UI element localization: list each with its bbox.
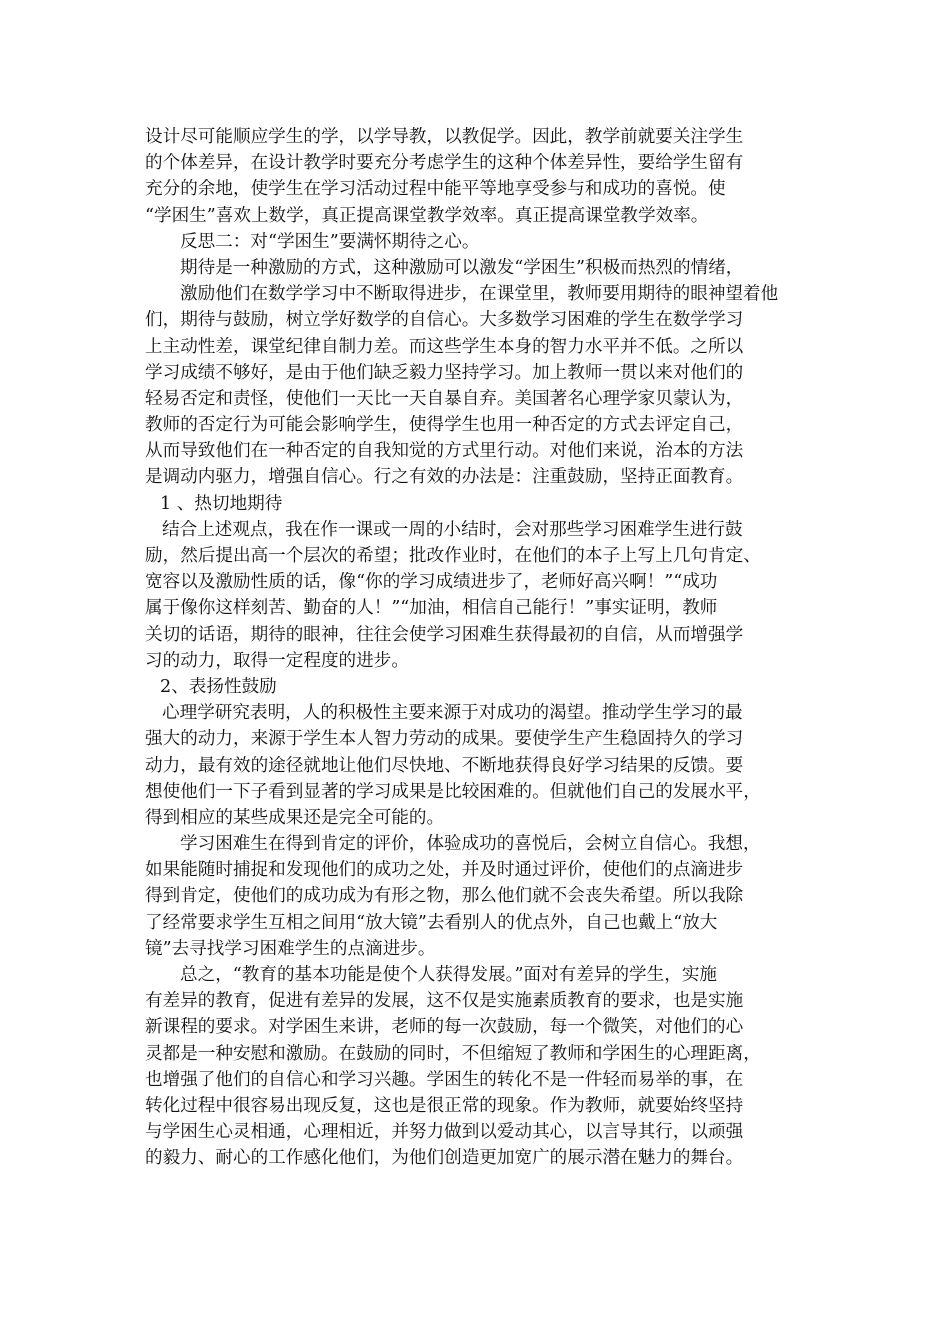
text-line: 关切的话语，期待的眼神，往往会使学习困难生获得最初的自信，从而增强学 — [145, 624, 744, 645]
text-line: “学困生”喜欢上数学，真正提高课堂教学效率。真正提高课堂教学效率。 — [145, 205, 709, 226]
text-line: 属于像你这样刻苦、勤奋的人！”“加油，相信自己能行！”事实证明，教师 — [145, 598, 718, 619]
subsection-heading: 2、表扬性鼓励 — [160, 676, 277, 697]
text-line: 们，期待与鼓励，树立学好数学的自信心。大多数学习困难的学生在数学学习 — [145, 310, 744, 331]
text-line: 镜”去寻找学习困难学生的点滴进步。 — [145, 938, 436, 959]
text-line: 想使他们一下子看到显著的学习成果是比较困难的。但就他们自己的发展水平， — [145, 781, 761, 802]
text-line: 激励他们在数学学习中不断取得进步，在课堂里，教师要用期待的眼神望着他 — [180, 284, 779, 305]
text-line: 灵都是一种安慰和激励。在鼓励的同时，不但缩短了教师和学困生的心理距离， — [145, 1043, 761, 1064]
text-line: 学习困难生在得到肯定的评价，体验成功的喜悦后，会树立自信心。我想， — [180, 834, 761, 855]
text-line: 有差异的教育，促进有差异的发展，这不仅是实施素质教育的要求，也是实施 — [145, 991, 744, 1012]
text-line: 习的动力，取得一定程度的进步。 — [145, 650, 409, 671]
section-heading: 反思二：对“学困生”要满怀期待之心。 — [180, 231, 480, 252]
text-line: 新课程的要求。对学困生来讲，老师的每一次鼓励，每一个微笑，对他们的心 — [145, 1017, 744, 1038]
text-line: 学习成绩不够好，是由于他们缺乏毅力坚持学习。加上教师一贯以来对他们的 — [145, 362, 744, 383]
text-line: 了经常要求学生互相之间用“放大镜”去看别人的优点外，自己也戴上“放大 — [145, 912, 718, 933]
text-line: 的毅力、耐心的工作感化他们，为他们创造更加宽广的展示潜在魅力的舞台。 — [145, 1148, 744, 1169]
text-line: 得到肯定，使他们的成功成为有形之物，那么他们就不会丧失希望。所以我除 — [145, 886, 744, 907]
text-line: 励，然后提出高一个层次的希望；批改作业时，在他们的本子上写上几句肯定、 — [145, 546, 761, 566]
text-line: 转化过程中很容易出现反复，这也是很正常的现象。作为教师，就要始终坚持 — [145, 1095, 744, 1116]
text-line: 结合上述观点，我在作一课或一周的小结时，会对那些学习困难学生进行鼓 — [162, 519, 743, 540]
text-line: 上主动性差，课堂纪律自制力差。而这些学生本身的智力水平并不低。之所以 — [145, 336, 744, 357]
text-line: 动力，最有效的途径就地让他们尽快地、不断地获得良好学习结果的反馈。要 — [145, 755, 744, 776]
text-line: 得到相应的某些成果还是完全可能的。 — [145, 807, 445, 828]
text-line: 期待是一种激励的方式，这种激励可以激发“学困生”积极而热烈的情绪， — [180, 257, 744, 278]
text-line: 是调动内驱力，增强自信心。行之有效的办法是：注重鼓励，坚持正面教育。 — [145, 467, 744, 488]
text-line: 宽容以及激励性质的话，像“你的学习成绩进步了，老师好高兴啊！”“成功 — [145, 572, 718, 593]
text-line: 强大的动力，来源于学生本人智力劳动的成果。要使学生产生稳固持久的学习 — [145, 729, 744, 750]
text-line: 如果能随时捕捉和发现他们的成功之处，并及时通过评价，使他们的点滴进步 — [145, 860, 744, 881]
text-line: 心理学研究表明，人的积极性主要来源于对成功的渴望。推动学生学习的最 — [162, 703, 743, 724]
text-line: 也增强了他们的自信心和学习兴趣。学困生的转化不是一件轻而易举的事，在 — [145, 1069, 744, 1090]
text-line: 从而导致他们在一种否定的自我知觉的方式里行动。对他们来说，治本的方法 — [145, 441, 744, 462]
document-body — [145, 124, 825, 1172]
text-line: 轻易否定和责怪，使他们一天比一天自暴自弃。美国著名心理学家贝蒙认为， — [145, 388, 744, 409]
text-line: 设计尽可能顺应学生的学，以学导教，以教促学。因此，教学前就要关注学生 — [145, 127, 744, 147]
text-line: 总之，“教育的基本功能是使个人获得发展。”面对有差异的学生，实施 — [180, 965, 718, 985]
text-line: 教师的否定行为可能会影响学生，使得学生也用一种否定的方式去评定自己， — [145, 415, 744, 436]
subsection-heading: 1 、热切地期待 — [160, 493, 283, 514]
text-line: 与学困生心灵相通，心理相近，并努力做到以爱动其心，以言导其行，以顽强 — [145, 1122, 744, 1143]
text-line: 充分的余地，使学生在学习活动过程中能平等地享受参与和成功的喜悦。使 — [145, 179, 726, 200]
text-line: 的个体差异，在设计教学时要充分考虑学生的这种个体差异性，要给学生留有 — [145, 153, 744, 174]
